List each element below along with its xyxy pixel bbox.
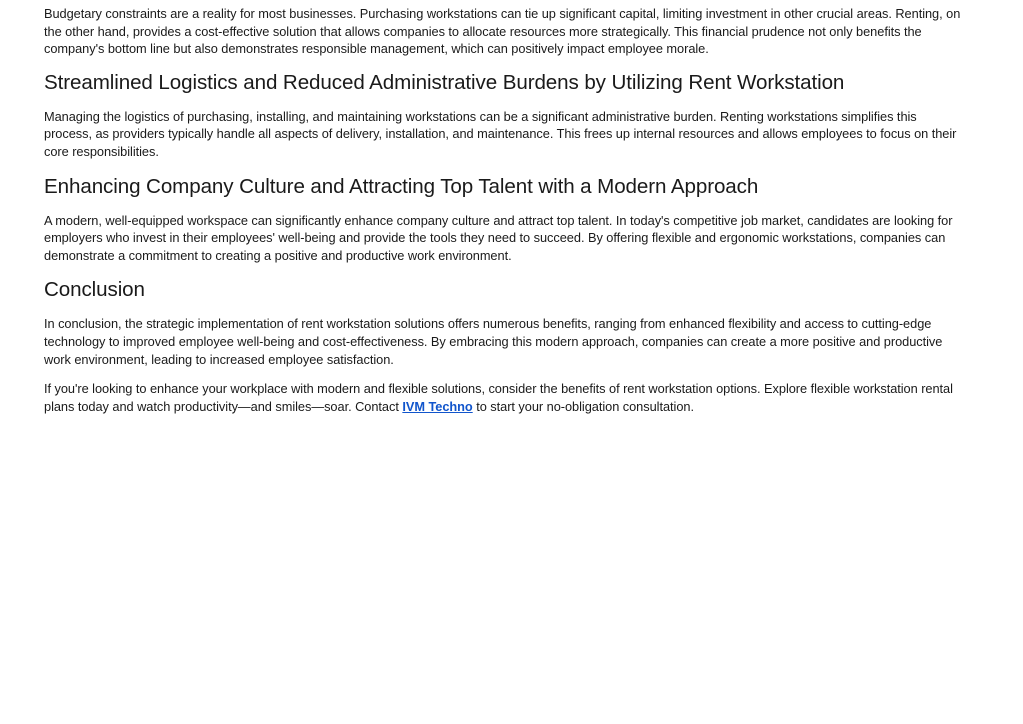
section-paragraph-logistics: Managing the logistics of purchasing, installing, and maintaining workstations can be a significant administrative burden. Renting workstations simplifies this process, as providers typically handle all aspects of delivery, installation, and maintenance. This frees up internal resources and allows employees to focus on their core responsibilities. — [44, 108, 957, 159]
section-heading-conclusion: Conclusion — [44, 278, 145, 302]
section-paragraph-culture: A modern, well-equipped workspace can significantly enhance company culture and attract top talent. In today's competitive job market, candidates are looking for employers who invest in their employees' well-being and provide the tools they need to succeed. By offering flexible and ergonomic workstations, companies can demonstrate a commitment to creating a positive and productive work environment. — [44, 212, 953, 263]
section-paragraph-conclusion: In conclusion, the strategic implementation of rent workstation solutions offers numerous benefits, ranging from enhanced flexibility and access to cutting-edge technology to improved employee well-being and cost-effectiveness. By embracing this modern approach, companies can create a more positive and productive work environment, leading to increased employee satisfaction. — [44, 316, 943, 367]
cta-paragraph — [44, 380, 967, 415]
cta-text-before: If you're looking to enhance your workplace with modern and flexible solutions, consider the benefits of rent workstation options. Explore flexible workstation rental plans today and watch productivity—and smiles—soar. Contact — [44, 381, 953, 414]
cta-text-after: to start your no-obligation consultation. — [472, 398, 694, 414]
intro-paragraph: Budgetary constraints are a reality for most businesses. Purchasing workstations can tie up significant capital, limiting investment in other crucial areas. Renting, on the other hand, provides a cost-effective solution that allows companies to allocate resources more strategically. This financial prudence not only benefits the company's bottom line but also demonstrates responsible management, which can positively impact employee morale. — [44, 6, 961, 57]
section-heading-culture: Enhancing Company Culture and Attracting Top Talent with a Modern Approach — [44, 174, 759, 198]
section-heading-logistics: Streamlined Logistics and Reduced Administrative Burdens by Utilizing Rent Workstation — [44, 70, 845, 94]
ivm-techno-link[interactable]: IVM Techno — [402, 398, 473, 414]
